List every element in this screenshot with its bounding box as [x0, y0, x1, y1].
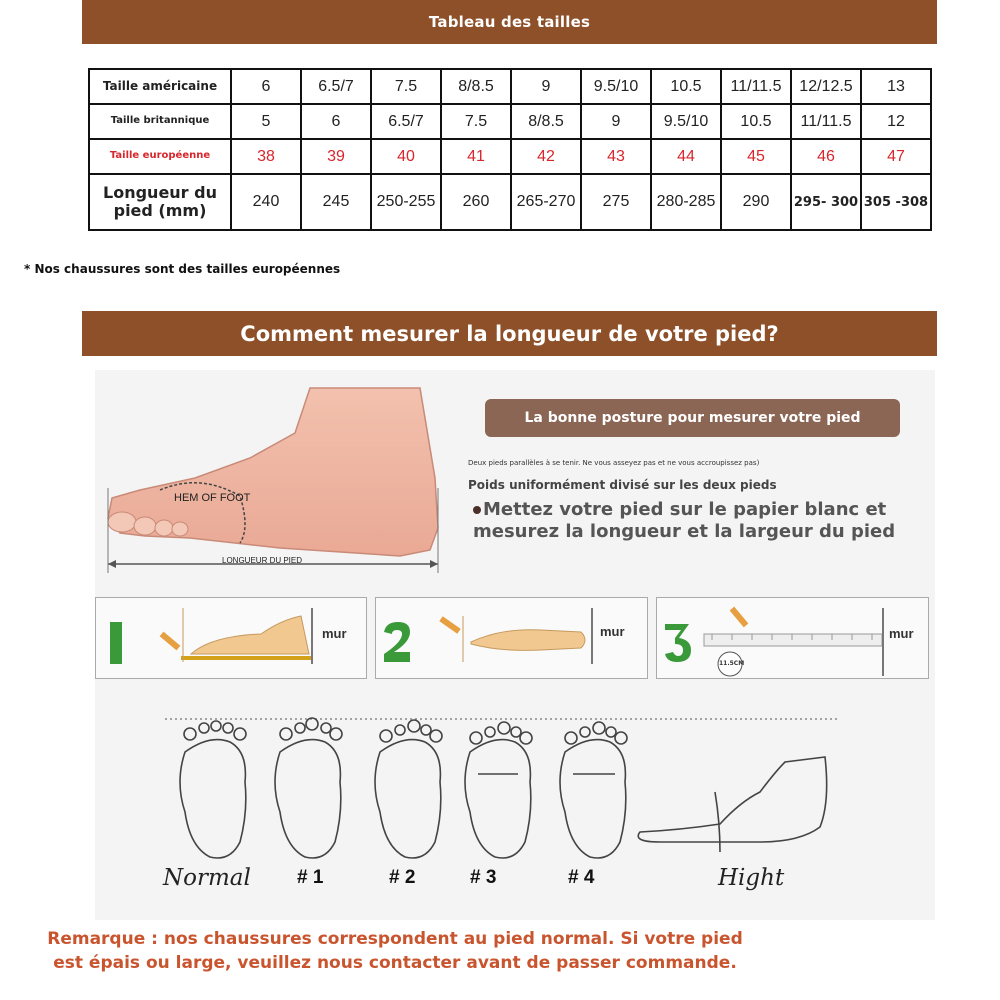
- table-cell: 7.5: [441, 104, 511, 139]
- table-cell: 6.5/7: [371, 104, 441, 139]
- length-label: LONGUEUR DU PIED: [222, 556, 303, 565]
- row-header-us: Taille américaine: [89, 69, 231, 104]
- row-header-eu: Taille européenne: [89, 139, 231, 174]
- foot-label-1: # 1: [297, 867, 324, 888]
- table-cell: 38: [231, 139, 301, 174]
- table-row: [89, 174, 931, 230]
- ruler-label: 11.5CM: [719, 660, 745, 667]
- foot-label-2: # 2: [389, 867, 416, 888]
- table-cell: 7.5: [371, 69, 441, 104]
- table-cell: 11/11.5: [791, 104, 861, 139]
- table-cell: 6: [231, 69, 301, 104]
- measure-title: Comment mesurer la longueur de votre pied?: [240, 321, 779, 346]
- table-cell: 45: [721, 139, 791, 174]
- wall-label: mur: [322, 626, 347, 641]
- table-cell: 260: [441, 174, 511, 230]
- table-cell: 46: [791, 139, 861, 174]
- table-cell: 10.5: [721, 104, 791, 139]
- foot-label-4: # 4: [568, 867, 595, 888]
- table-cell: 8/8.5: [441, 69, 511, 104]
- step-panel-2: [375, 597, 648, 679]
- remark-line-2: est épais ou large, veuillez nous contacter avant de passer commande.: [53, 952, 737, 973]
- table-row: [89, 69, 931, 104]
- table-cell: 12/12.5: [791, 69, 861, 104]
- table-cell: 47: [861, 139, 931, 174]
- step-panel-1: [95, 597, 367, 679]
- bullet-icon: [473, 506, 481, 514]
- remark: [0, 928, 790, 976]
- table-cell: 280-285: [651, 174, 721, 230]
- instruction-big-text: Mettez votre pied sur le papier blanc et mesurez la longueur et la largeur du pied: [473, 499, 896, 542]
- table-cell: 9.5/10: [581, 69, 651, 104]
- step-number-1: [100, 616, 134, 668]
- table-cell: 11/11.5: [721, 69, 791, 104]
- foot-label-3: # 3: [470, 867, 497, 888]
- remark-line-1: Remarque : nos chaussures correspondent au pied normal. Si votre pied: [47, 929, 743, 949]
- ruler-icon: [702, 606, 892, 678]
- foot-top-view-icon: [431, 606, 601, 668]
- table-row: [89, 104, 931, 139]
- table-cell: 10.5: [651, 69, 721, 104]
- size-chart-banner: [82, 0, 937, 44]
- step-number-3: [661, 616, 695, 668]
- table-cell: 250-255: [371, 174, 441, 230]
- instruction-big: [473, 499, 913, 542]
- table-cell: 6: [301, 104, 371, 139]
- table-cell: 265-270: [511, 174, 581, 230]
- table-cell: 6.5/7: [301, 69, 371, 104]
- row-header-uk: Taille britannique: [89, 104, 231, 139]
- table-cell: 295- 300: [791, 174, 861, 230]
- table-cell: 13: [861, 69, 931, 104]
- table-cell: 245: [301, 174, 371, 230]
- table-cell: 290: [721, 174, 791, 230]
- foot-side-illustration: [100, 378, 450, 578]
- foot-label-normal: Normal: [163, 865, 251, 891]
- hem-label: HEM OF FOOT: [174, 492, 251, 504]
- step-number-2: [380, 616, 414, 668]
- table-cell: 39: [301, 139, 371, 174]
- table-cell: 9: [511, 69, 581, 104]
- footnote: * Nos chaussures sont des tailles européennes: [24, 262, 341, 276]
- table-cell: 44: [651, 139, 721, 174]
- table-cell: 42: [511, 139, 581, 174]
- table-cell: 9: [581, 104, 651, 139]
- table-cell: 9.5/10: [651, 104, 721, 139]
- table-cell: 305 -308: [861, 174, 931, 230]
- posture-pill: [485, 399, 900, 437]
- table-cell: 240: [231, 174, 301, 230]
- step-panel-3: [656, 597, 929, 679]
- table-cell: 40: [371, 139, 441, 174]
- row-header-length: Longueur du pied (mm): [89, 174, 231, 230]
- table-cell: 8/8.5: [511, 104, 581, 139]
- table-cell: 275: [581, 174, 651, 230]
- wall-label: mur: [600, 624, 625, 639]
- table-cell: 41: [441, 139, 511, 174]
- instruction-medium: Poids uniformément divisé sur les deux pieds: [468, 478, 777, 492]
- size-chart-title: Tableau des tailles: [428, 13, 591, 31]
- wall-label: mur: [889, 626, 914, 641]
- table-cell: 43: [581, 139, 651, 174]
- size-table: [88, 68, 932, 231]
- foot-on-paper-icon: [151, 606, 321, 668]
- posture-title: La bonne posture pour mesurer votre pied: [524, 410, 861, 426]
- foot-types-illustration: [160, 712, 840, 872]
- instruction-small: Deux pieds parallèles à se tenir. Ne vous asseyez pas et ne vous accroupissez pas): [468, 459, 760, 467]
- table-cell: 12: [861, 104, 931, 139]
- foot-label-high: Hight: [718, 865, 785, 891]
- table-row: [89, 139, 931, 174]
- measure-banner: [82, 311, 937, 356]
- table-cell: 5: [231, 104, 301, 139]
